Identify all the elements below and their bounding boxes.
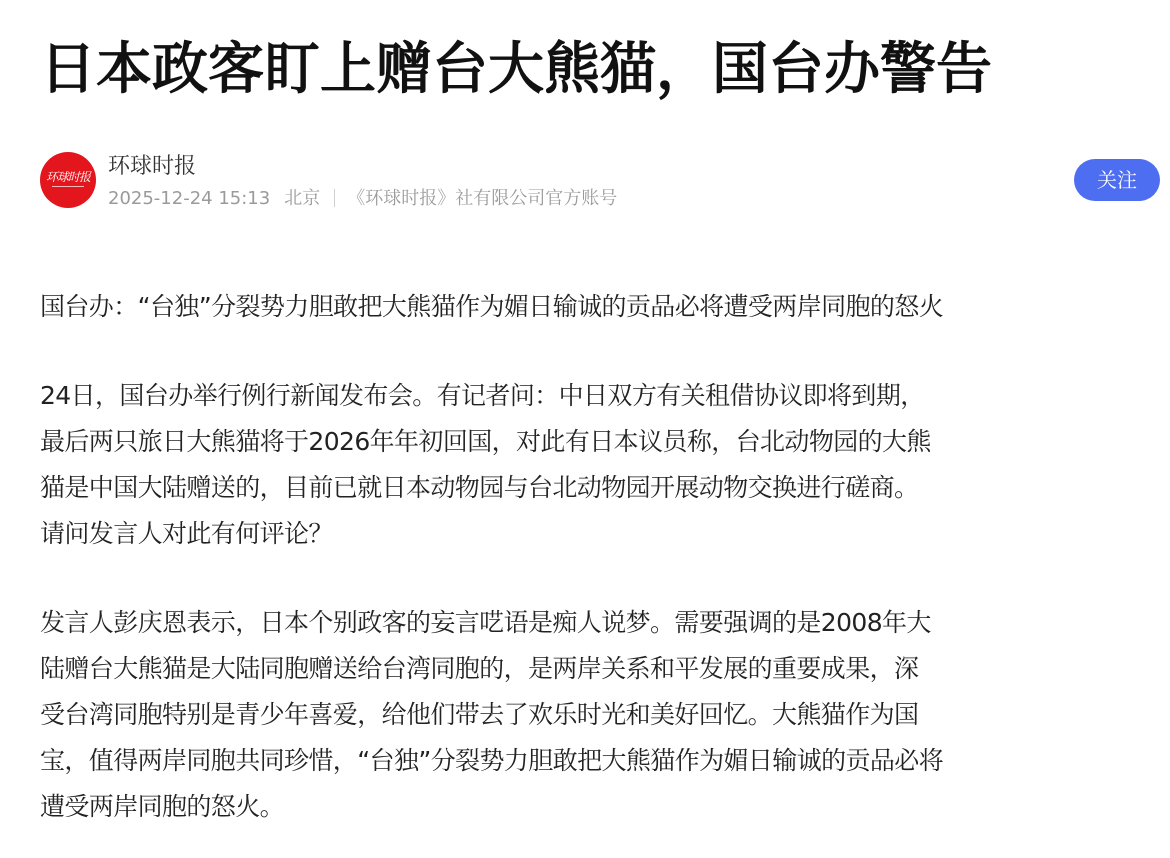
author-name[interactable]: 环球时报	[108, 154, 197, 179]
article-title: 日本政客盯上赠台大熊猫，国台办警告	[40, 37, 992, 102]
avatar-logo-text: 环球时报	[45, 170, 90, 184]
paragraph-line: 猫是中国大陆赠送的，目前已就日本动物园与台北动物园开展动物交换进行磋商。	[40, 473, 919, 502]
paragraph-line: 陆赠台大熊猫是大陆同胞赠送给台湾同胞的，是两岸关系和平发展的重要成果，深	[40, 654, 919, 683]
meta-divider	[334, 189, 335, 207]
avatar-logo-underline	[40, 186, 96, 188]
body-paragraph-3	[40, 600, 1160, 830]
paragraph-line: 24日，国台办举行例行新闻发布会。有记者问：中日双方有关租借协议即将到期，	[40, 381, 925, 410]
body-paragraph-2	[40, 373, 1160, 557]
paragraph-line: 遭受两岸同胞的怒火。	[40, 792, 285, 821]
paragraph-line: 受台湾同胞特别是青少年喜爱，给他们带去了欢乐时光和美好回忆。大熊猫作为国	[40, 700, 919, 729]
publish-date: 2025-12-24 15:13	[108, 188, 271, 209]
paragraph-line: 请问发言人对此有何评论？	[40, 519, 333, 548]
paragraph-line: 宝，值得两岸同胞共同珍惜，“台独”分裂势力胆敢把大熊猫作为媚日输诚的贡品必将	[40, 746, 944, 775]
author-row	[40, 150, 1160, 212]
author-avatar[interactable]	[40, 152, 96, 208]
paragraph-line: 最后两只旅日大熊猫将于2026年年初回国，对此有日本议员称，台北动物园的大熊	[40, 427, 931, 456]
publish-location: 北京	[284, 188, 321, 209]
account-description: 《环球时报》社有限公司官方账号	[347, 188, 618, 209]
paragraph-line: 发言人彭庆恩表示，日本个别政客的妄言呓语是痴人说梦。需要强调的是2008年大	[40, 608, 931, 637]
follow-button[interactable]: 关注	[1074, 159, 1160, 201]
article-meta	[108, 186, 617, 212]
body-paragraph-1: 国台办：“台独”分裂势力胆敢把大熊猫作为媚日输诚的贡品必将遭受两岸同胞的怒火	[40, 292, 944, 321]
